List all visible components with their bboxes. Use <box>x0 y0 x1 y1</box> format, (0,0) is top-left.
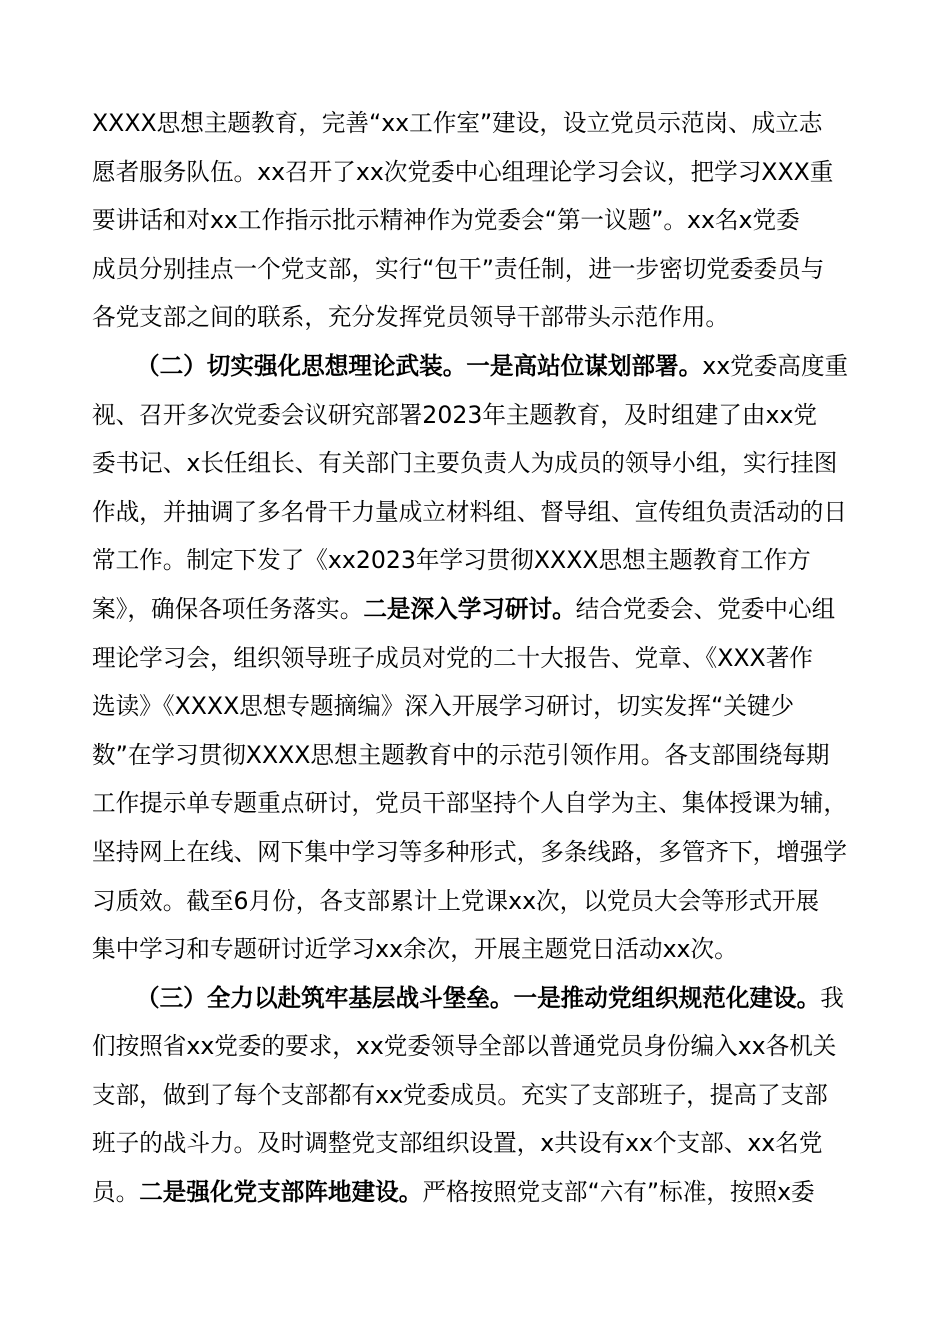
body-text: xx党委高度重 <box>702 351 849 380</box>
bold-heading-text: 二是强化党支部阵地建设。 <box>139 1178 423 1207</box>
text-line <box>92 148 860 197</box>
text-line <box>92 925 860 974</box>
text-line <box>92 634 860 683</box>
text-line <box>92 1168 860 1217</box>
body-text: 集中学习和专题研讨近学习xx余次，开展主题党日活动xx次。 <box>92 935 738 964</box>
text-line <box>92 99 860 148</box>
bold-heading-text: （三）全力以赴筑牢基层战斗堡垒。一是推动党组织规范化建设。 <box>136 983 821 1012</box>
text-line <box>92 536 860 585</box>
body-text: 习质效。截至6月份，各支部累计上党课xx次，以党员大会等形式开展 <box>92 886 820 915</box>
body-text: 视、召开多次党委会议研究部署2023年主题教育，及时组建了由xx党 <box>92 400 817 429</box>
body-text: 成员分别挂点一个党支部，实行“包干”责任制，进一步密切党委委员与 <box>92 254 825 283</box>
body-text: XXXX思想主题教育，完善“xx工作室”建设，设立党员示范岗、成立志 <box>92 109 823 137</box>
body-text: 严格按照党支部“六有”标准，按照x委 <box>422 1178 815 1207</box>
body-text: 我 <box>820 983 844 1012</box>
body-text: 要讲话和对xx工作指示批示精神作为党委会“第一议题”。xx名x党委 <box>92 206 800 235</box>
body-text: 们按照省xx党委的要求，xx党委领导全部以普通党员身份编入xx各机关 <box>92 1032 837 1061</box>
text-line <box>92 828 860 877</box>
body-text: 结合党委会、党委中心组 <box>575 594 836 623</box>
text-line <box>92 342 860 391</box>
text-line <box>92 293 860 342</box>
body-text: 案》，确保各项任务落实。 <box>92 594 364 623</box>
bold-heading-text: （二）切实强化思想理论武装。一是高站位谋划部署。 <box>136 351 703 380</box>
text-line <box>92 877 860 926</box>
body-text: 委书记、x长任组长、有关部门主要负责人为成员的领导小组，实行挂图 <box>92 449 838 478</box>
text-line <box>92 439 860 488</box>
text-line <box>92 682 860 731</box>
body-text: 作战，并抽调了多名骨干力量成立材料组、督导组、宣传组负责活动的日 <box>92 497 847 526</box>
body-text: 愿者服务队伍。xx召开了xx次党委中心组理论学习会议，把学习XXX重 <box>92 157 834 186</box>
text-line <box>92 245 860 294</box>
body-text: 理论学习会，组织领导班子成员对党的二十大报告、党章、《XXX著作 <box>92 643 813 672</box>
text-line <box>92 391 860 440</box>
document-body <box>92 99 860 1217</box>
text-line <box>92 1119 860 1168</box>
text-line <box>92 1071 860 1120</box>
body-text: 常工作。制定下发了《xx2023年学习贯彻XXXX思想主题教育工作方 <box>92 546 811 575</box>
body-text: 工作提示单专题重点研讨，党员干部坚持个人自学为主、集体授课为辅， <box>92 789 847 818</box>
body-text: 数”在学习贯彻XXXX思想主题教育中的示范引领作用。各支部围绕每期 <box>92 740 830 769</box>
text-line <box>92 731 860 780</box>
text-line <box>92 196 860 245</box>
body-text: 员。 <box>92 1178 140 1207</box>
text-line <box>92 585 860 634</box>
body-text: 坚持网上在线、网下集中学习等多种形式，多条线路，多管齐下，增强学 <box>92 837 847 866</box>
text-line <box>92 1022 860 1071</box>
body-text: 选读》《XXXX思想专题摘编》深入开展学习研讨，切实发挥“关键少 <box>92 692 795 721</box>
text-line <box>92 974 860 1023</box>
text-line <box>92 779 860 828</box>
document-page <box>92 99 860 1217</box>
text-line <box>92 488 860 537</box>
body-text: 班子的战斗力。及时调整党支部组织设置，x共设有xx个支部、xx名党 <box>92 1129 823 1158</box>
body-text: 各党支部之间的联系，充分发挥党员领导干部带头示范作用。 <box>92 303 730 332</box>
bold-heading-text: 二是深入学习研讨。 <box>363 594 576 623</box>
body-text: 支部，做到了每个支部都有xx党委成员。充实了支部班子，提高了支部 <box>92 1080 828 1109</box>
